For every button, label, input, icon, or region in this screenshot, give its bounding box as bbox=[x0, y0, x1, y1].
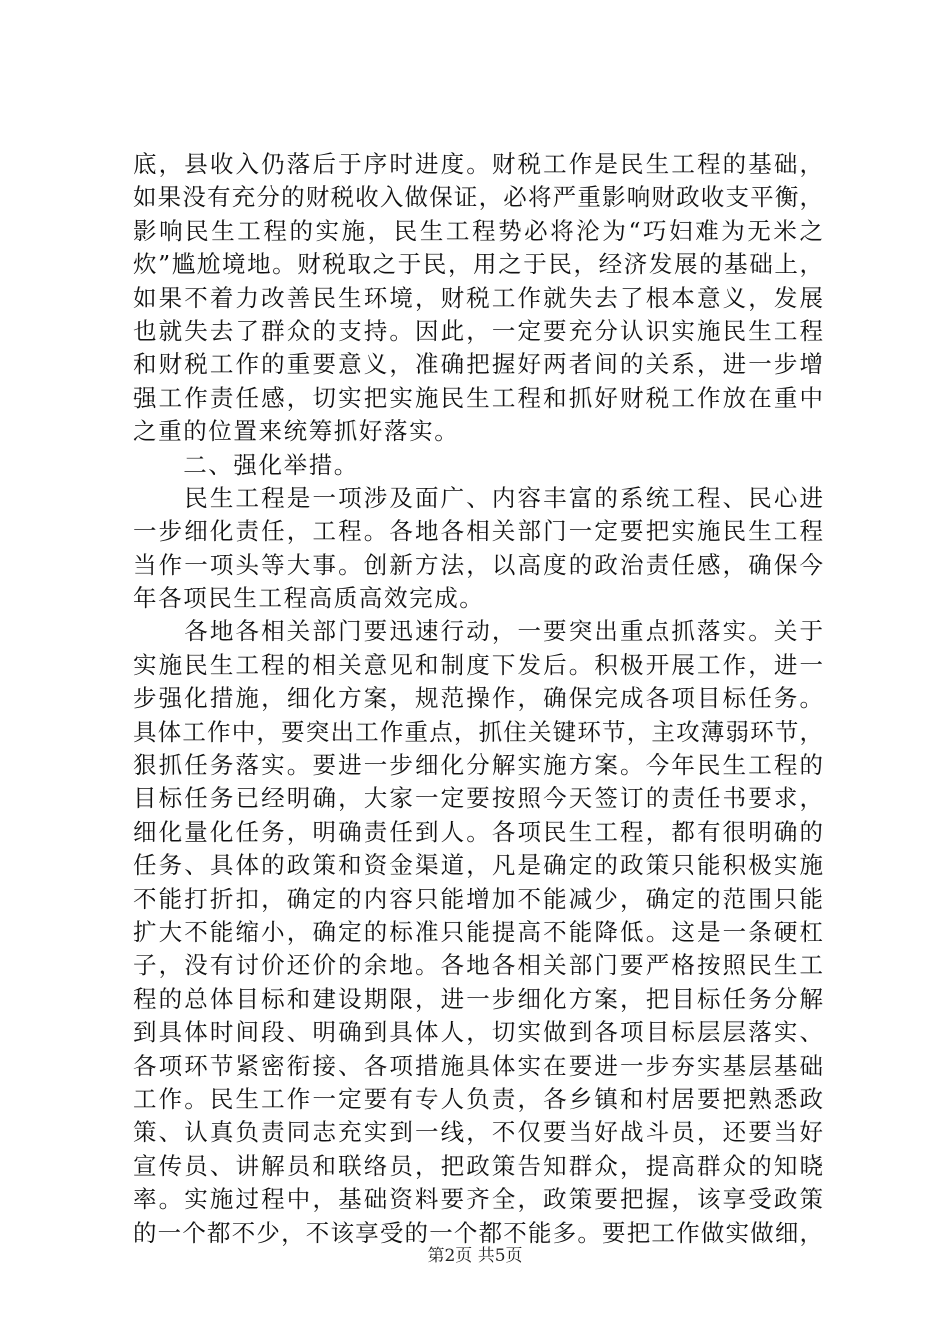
text-line: 影响民生工程的实施，民生工程势必将沦为“巧妇难为无米之 bbox=[133, 216, 823, 245]
text-line: 强工作责任感，切实把实施民生工程和抓好财税工作放在重中 bbox=[133, 383, 823, 412]
text-line: 具体工作中，要突出工作重点，抓住关键环节，主攻薄弱环节， bbox=[133, 717, 823, 746]
text-line: 如果没有充分的财税收入做保证，必将严重影响财政收支平衡， bbox=[133, 183, 823, 212]
text-line: 目标任务已经明确，大家一定要按照今天签订的责任书要求， bbox=[133, 784, 823, 813]
text-line: 策、认真负责同志充实到一线，不仅要当好战斗员，还要当好 bbox=[133, 1118, 823, 1147]
text-line: 任务、具体的政策和资金渠道，凡是确定的政策只能积极实施 bbox=[133, 851, 823, 880]
text-line: 子，没有讨价还价的余地。各地各相关部门要严格按照民生工 bbox=[133, 951, 823, 980]
text-line: 二、强化举措。 bbox=[133, 450, 359, 479]
text-line: 当作一项头等大事。创新方法，以高度的政治责任感，确保今 bbox=[133, 550, 823, 579]
text-line: 的一个都不少，不该享受的一个都不能多。要把工作做实做细， bbox=[133, 1218, 823, 1247]
page-footer: 第2页 共5页 bbox=[427, 1246, 523, 1266]
text-line: 率。实施过程中，基础资料要齐全，政策要把握，该享受政策 bbox=[133, 1185, 823, 1214]
text-line: 底，县收入仍落后于序时进度。财税工作是民生工程的基础， bbox=[133, 150, 823, 178]
text-line: 宣传员、讲解员和联络员，把政策告知群众，提高群众的知晓 bbox=[133, 1151, 823, 1180]
text-line: 如果不着力改善民生环境，财税工作就失去了根本意义，发展 bbox=[133, 283, 823, 312]
text-line: 细化量化任务，明确责任到人。各项民生工程，都有很明确的 bbox=[133, 817, 823, 846]
text-line: 狠抓任务落实。要进一步细化分解实施方案。今年民生工程的 bbox=[133, 751, 823, 780]
text-line: 步强化措施，细化方案，规范操作，确保完成各项目标任务。 bbox=[133, 684, 823, 713]
text-line: 各项环节紧密衔接、各项措施具体实在要进一步夯实基层基础 bbox=[133, 1051, 823, 1080]
text-line: 程的总体目标和建设期限，进一步细化方案，把目标任务分解 bbox=[133, 984, 823, 1013]
text-line: 实施民生工程的相关意见和制度下发后。积极开展工作，进一 bbox=[133, 650, 823, 679]
text-line: 也就失去了群众的支持。因此，一定要充分认识实施民生工程 bbox=[133, 316, 823, 345]
text-line: 之重的位置来统筹抓好落实。 bbox=[133, 417, 460, 446]
text-line: 各地各相关部门要迅速行动，一要突出重点抓落实。关于 bbox=[133, 617, 823, 646]
text-line: 不能打折扣，确定的内容只能增加不能减少，确定的范围只能 bbox=[133, 884, 823, 913]
text-line: 年各项民生工程高质高效完成。 bbox=[133, 584, 485, 613]
text-line: 和财税工作的重要意义，准确把握好两者间的关系，进一步增 bbox=[133, 350, 823, 379]
text-line: 到具体时间段、明确到具体人，切实做到各项目标层层落实、 bbox=[133, 1018, 823, 1047]
text-line: 炊”尴尬境地。财税取之于民，用之于民，经济发展的基础上， bbox=[133, 250, 823, 279]
text-line: 一步细化责任，工程。各地各相关部门一定要把实施民生工程 bbox=[133, 517, 823, 546]
text-line: 扩大不能缩小，确定的标准只能提高不能降低。这是一条硬杠 bbox=[133, 917, 823, 946]
text-line: 民生工程是一项涉及面广、内容丰富的系统工程、民心进 bbox=[133, 483, 823, 512]
document-body bbox=[133, 148, 823, 1250]
text-line: 工作。民生工作一定要有专人负责，各乡镇和村居要把熟悉政 bbox=[133, 1084, 823, 1113]
